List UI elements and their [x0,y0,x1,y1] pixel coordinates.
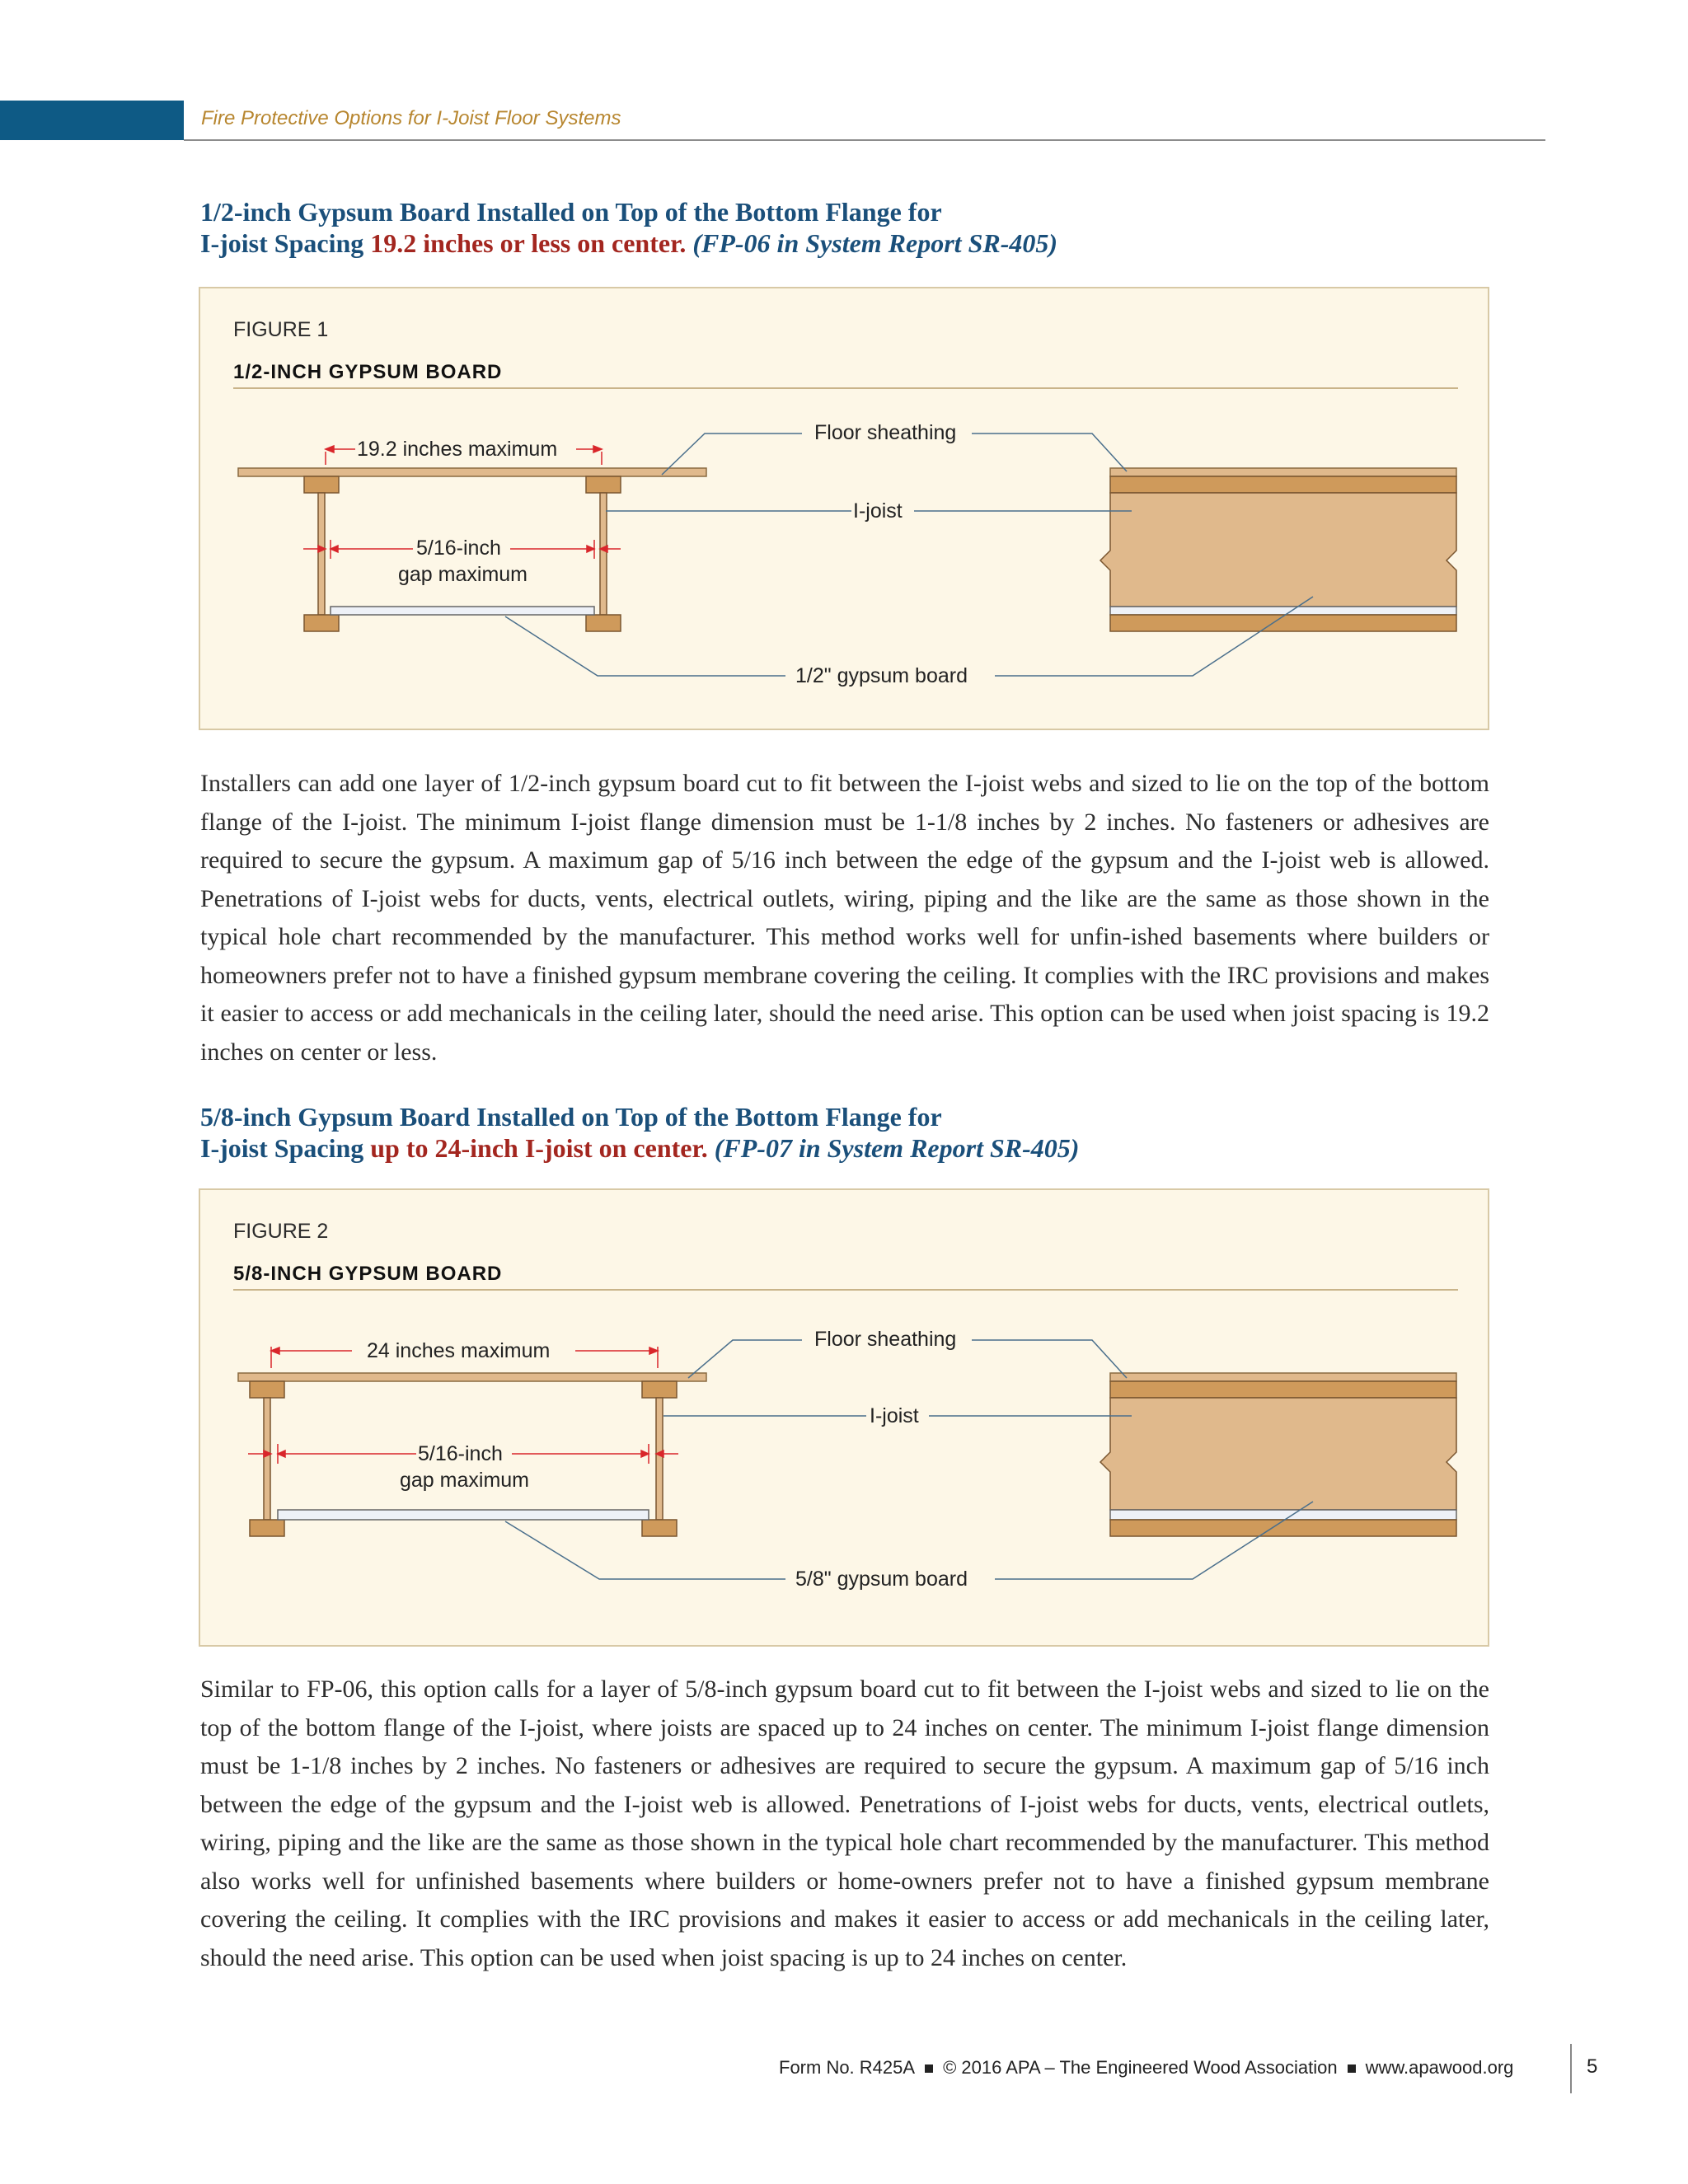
spacing-label: 24 inches maximum [367,1339,551,1362]
heading-text: I-joist Spacing [200,1133,371,1163]
gypsum-board-piece [278,1510,649,1520]
floor-sheathing-label: Floor sheathing [814,421,957,444]
gap-label-line2: gap maximum [400,1469,529,1492]
figure-2-diagram [200,1190,1491,1648]
gap-label-line2: gap maximum [398,563,528,586]
website-link[interactable]: www.apawood.org [1365,2057,1514,2078]
figure-2-box [199,1188,1489,1647]
section-1-paragraph: Installers can add one layer of 1/2-inch gypsum board cut to fit between the I-joist webs and sized to lie on the top of the bottom flange of the I-joist. The minimum I-joist flange dimension must be 1-1/8 inches by 2 inches. No fasteners or adhesives are required to secure the gypsum. A maximum gap of 5/16 inch between the edge of the gypsum and the I-joist web is allowed. Penetrations of I-joist webs for ducts, vents, electrical outlets, wiring, piping and the like are the same as those shown in the typical hole chart recommended by the manufacturer. This method works well for unfin-ished basements where builders or homeowners prefer not to have a finished gypsum membrane covering the ceiling. It complies with the IRC provisions and makes it easier to access or add mechanicals in the ceiling later, should the need arise. This option can be used when joist spacing is 19.2 inches on center or less. [200,770,1489,1066]
section-2-paragraph: Similar to FP-06, this option calls for a layer of 5/8-inch gypsum board cut to fit between the I-joist webs and sized to lie on the top of the bottom flange of the I-joist, where joists are spaced up to 24 inches on center. The minimum I-joist flange dimension must be 1-1/8 inches by 2 inches. No fasteners or adhesives are required to secure the gypsum. A maximum gap of 5/16 inch between the edge of the gypsum and the I-joist web is allowed. Penetrations of I-joist webs for ducts, vents, electrical outlets, wiring, piping and the like are the same as those shown in the typical hole chart recommended by the manufacturer. This method also works well for unfinished basements where builders or home-owners prefer not to have a finished gypsum membrane covering the ceiling. It complies with the IRC provisions and makes it easier to access or add mechanicals in the ceiling later, should the need arise. This option can be used when joist spacing is up to 24 inches on center. [200,1675,1489,1971]
system-report-ref: (FP-06 in System Report SR-405) [692,228,1058,258]
figure-2-title: 5/8-INCH GYPSUM BOARD [233,1263,503,1285]
figure-1-title: 1/2-INCH GYPSUM BOARD [233,361,503,383]
gypsum-board-piece [331,607,594,615]
floor-section-view [1100,468,1456,631]
copyright: © 2016 APA – The Engineered Wood Association [943,2057,1338,2078]
section-2-heading-line1: 5/8-inch Gypsum Board Installed on Top of the Bottom Flange for [200,1102,942,1132]
footer-divider [1570,2044,1572,2093]
spacing-label: 19.2 inches maximum [357,438,558,461]
section-2-heading [200,1101,1536,1164]
heading-punct: . [701,1133,715,1163]
floor-sheathing-label: Floor sheathing [814,1328,957,1351]
heading-highlight: 19.2 inches or less on center [370,228,680,258]
page-number: 5 [1587,2055,1598,2078]
gap-label-line1: 5/16-inch [416,537,501,560]
section-1-heading-line2 [200,227,1536,259]
bullet-square-icon [1348,2064,1356,2073]
figure-1-number: FIGURE 1 [233,318,329,341]
footer [779,2057,1513,2079]
i-joist-label: I-joist [853,499,903,523]
heading-text: I-joist Spacing [200,228,371,258]
gypsum-board-label: 1/2" gypsum board [795,664,968,687]
system-report-ref: (FP-07 in System Report SR-405) [714,1133,1080,1163]
heading-highlight: up to 24-inch I-joist on center [370,1133,701,1163]
figure-2-number: FIGURE 2 [233,1220,329,1243]
figure-1-box [199,287,1489,730]
bullet-square-icon [925,2064,933,2073]
i-joist-label: I-joist [870,1404,919,1427]
floor-sheathing-panel [238,1373,706,1381]
floor-sheathing-panel [238,468,706,476]
form-number: Form No. R425A [779,2057,916,2078]
section-2-heading-line2 [200,1132,1536,1164]
running-header-title: Fire Protective Options for I-Joist Floor Systems [201,107,621,129]
figure-1-diagram [200,288,1491,732]
header-accent-band [0,101,184,140]
gap-label-line1: 5/16-inch [418,1442,503,1465]
floor-section-view [1100,1373,1456,1536]
section-1-heading [200,196,1536,259]
header-rule [184,139,1545,141]
section-1-heading-line1: 1/2-inch Gypsum Board Installed on Top of the Bottom Flange for [200,197,942,227]
heading-punct: . [679,228,693,258]
gypsum-board-label: 5/8" gypsum board [795,1568,968,1591]
